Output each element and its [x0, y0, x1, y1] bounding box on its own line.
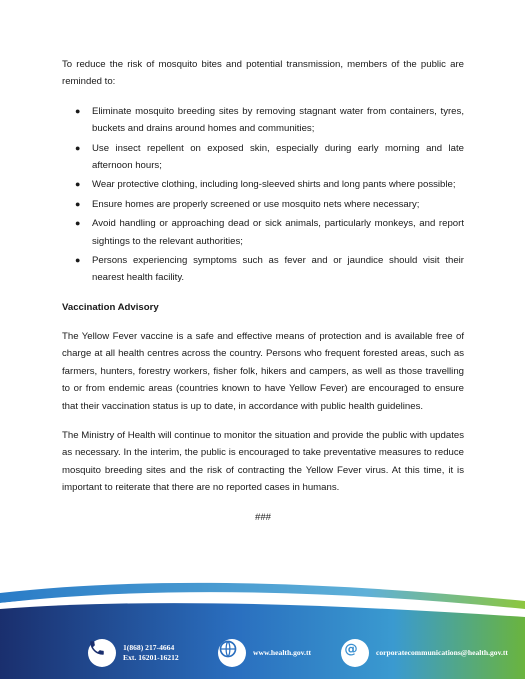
phone-icon [88, 639, 116, 667]
footer-phone [88, 639, 179, 667]
list-item: ● Eliminate mosquito breeding sites by removing stagnant water from containers, tyres, buckets and drains around homes and communities; [92, 103, 464, 138]
email-icon [341, 639, 369, 667]
email-link[interactable]: corporatecommunications@health.gov.tt [376, 648, 508, 657]
closing-paragraph: The Ministry of Health will continue to monitor the situation and provide the public with updates as necessary. In the interim, the public is encouraged to take preventative measures to reduce mosquito breeding sites and the risk of contracting the Yellow Fever virus. At this time, it is important to reiterate that there are no reported cases in humans. [62, 429, 464, 494]
phone-number[interactable]: 1(868) 217-4664 [123, 643, 175, 652]
vaccination-paragraph: The Yellow Fever vaccine is a safe and effective means of protection and is available free of charge at all health centres across the country. Persons who frequent forested areas, such as farmers, hunters, forestry workers, fisher folk, hikers and campers, as well as those travelling to or from endemic areas (countries known to have Yellow Fever) are encouraged to ensure that their vaccination status is up to date, in accordance with public health guidelines. [62, 330, 464, 412]
intro-paragraph: To reduce the risk of mosquito bites and potential transmission, members of the public are reminded to: [62, 59, 464, 88]
section-heading: Vaccination Advisory [62, 301, 159, 313]
bullet-icon: ● [75, 105, 81, 116]
list-item: ● Ensure homes are properly screened or use mosquito nets where necessary; [92, 196, 464, 213]
footer-website [218, 639, 311, 667]
document-body [62, 56, 464, 526]
advice-list [62, 103, 464, 287]
web-icon [218, 639, 246, 667]
footer-banner [0, 579, 525, 679]
list-item: ● Avoid handling or approaching dead or sick animals, particularly monkeys, and report sightings to the relevant authorities; [92, 215, 464, 250]
footer-email [341, 639, 508, 667]
phone-extension: Ext. 16201-16212 [123, 653, 179, 662]
end-mark: ### [254, 511, 271, 523]
list-item: ● Wear protective clothing, including long-sleeved shirts and long pants where possible; [92, 176, 464, 193]
bullet-icon: ● [75, 218, 81, 229]
list-item: ● Use insect repellent on exposed skin, especially during early morning and late afternoon hours; [92, 140, 464, 175]
bullet-icon: ● [75, 255, 81, 266]
bullet-icon: ● [75, 198, 81, 209]
list-item: ● Persons experiencing symptoms such as fever and or jaundice should visit their nearest health facility. [92, 252, 464, 287]
svg-text:@: @ [344, 642, 358, 658]
bullet-icon: ● [75, 142, 81, 153]
bullet-icon: ● [75, 179, 81, 190]
website-link[interactable]: www.health.gov.tt [253, 648, 312, 657]
